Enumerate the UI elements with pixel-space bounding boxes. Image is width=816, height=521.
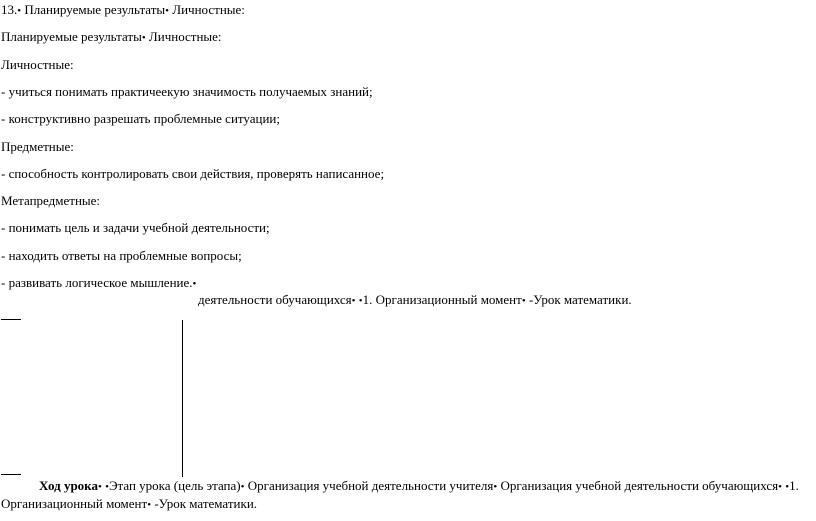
bullet-icon: • <box>165 5 170 17</box>
vertical-rule <box>182 320 183 477</box>
bullet-icon: • <box>141 32 146 44</box>
center-part-2: 1. Организационный момент <box>362 292 522 307</box>
personal-label: Личностные: <box>172 2 245 17</box>
bullet-icon: • <box>358 295 363 307</box>
center-part-3: -Урок математики. <box>528 292 632 307</box>
bottom-part-5: Организационный момент <box>1 496 148 511</box>
personal-item-1: - учиться понимать практичеекую значимость получаемых знаний; <box>1 84 373 99</box>
bullet-icon: • <box>17 5 22 17</box>
bottom-part-1: Этап урока (цель этапа) <box>108 478 241 493</box>
heading-line-2 <box>1 29 222 46</box>
meta-item-1: - понимать цель и задачи учебной деятельности; <box>1 220 270 235</box>
meta-heading: Метапредметные: <box>1 193 101 208</box>
bottom-part-3: Организация учебной деятельности обучающихся <box>500 478 779 493</box>
bullet-icon: • <box>493 481 498 493</box>
bullet-icon: • <box>240 481 245 493</box>
bullet-icon: • <box>105 481 109 493</box>
meta-item-3 <box>1 275 196 292</box>
lesson-progress-label: Ход урока <box>39 478 98 493</box>
personal-heading: Личностные: <box>1 57 74 72</box>
item-number: 13. <box>1 2 18 17</box>
bullet-icon: • <box>147 499 152 511</box>
planned-results-label: Планируемые результаты <box>1 29 142 44</box>
bullet-icon: • <box>192 278 197 290</box>
center-part-1: деятельности обучающихся <box>198 292 352 307</box>
center-line <box>198 292 632 309</box>
personal-item-2: - конструктивно разрешать проблемные ситуации; <box>1 111 280 126</box>
short-rule-bottom <box>1 474 21 475</box>
subject-heading: Предметные: <box>1 139 74 154</box>
bullet-icon: • <box>778 481 783 493</box>
meta-item-3-text: - развивать логическое мышление. <box>1 275 193 290</box>
bottom-part-4: 1. <box>789 478 799 493</box>
bullet-icon: • <box>97 481 102 493</box>
bullet-icon: • <box>351 295 356 307</box>
bottom-part-6: -Урок математики. <box>154 496 258 511</box>
subject-item-1: - способность контролировать свои действия, проверять написанное; <box>1 166 385 181</box>
short-rule-top <box>1 319 21 320</box>
planned-results-label: Планируемые результаты <box>24 2 166 17</box>
bullet-icon: • <box>521 295 526 307</box>
bottom-part-2: Организация учебной деятельности учителя <box>247 478 494 493</box>
heading-line-1 <box>1 2 245 19</box>
bullet-icon: • <box>785 481 790 493</box>
personal-label: Личностные: <box>148 29 222 44</box>
meta-item-2: - находить ответы на проблемные вопросы; <box>1 248 242 263</box>
bottom-line-2 <box>1 496 257 513</box>
bottom-line-1 <box>39 478 799 495</box>
